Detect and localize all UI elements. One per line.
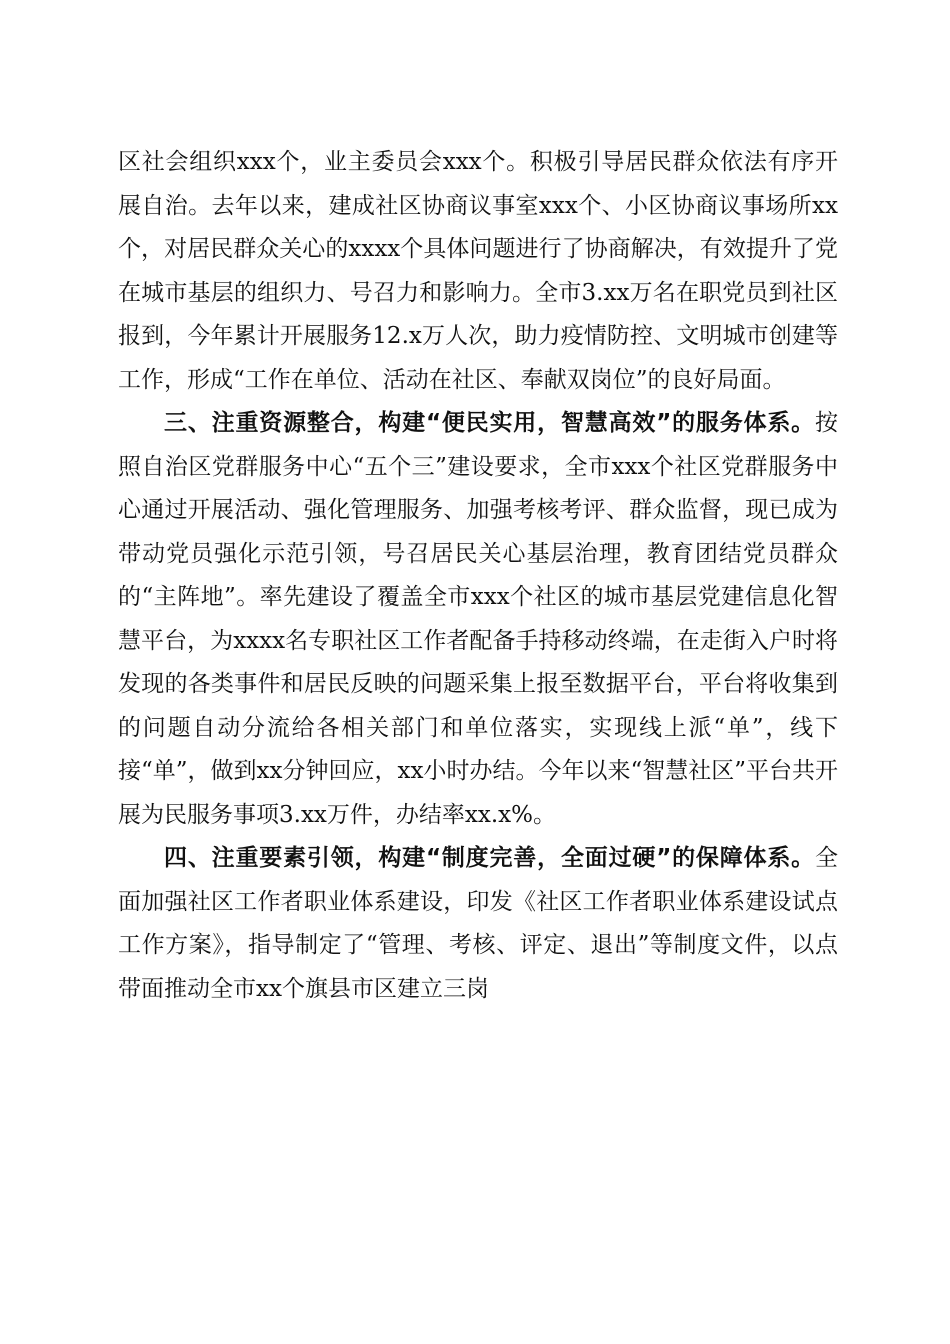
section-4-heading: 四、注重要素引领，构建“制度完善，全面过硬”的保障体系。 bbox=[164, 845, 815, 871]
paragraph-section-3 bbox=[118, 402, 838, 837]
section-4-text: 全面加强社区工作者职业体系建设，印发《社区工作者职业体系建设试点工作方案》，指导制定了“管理、考核、评定、退出”等制度文件，以点带面推动全市xx个旗县市区建立三岗 bbox=[118, 845, 838, 1002]
section-3-text: 按照自治区党群服务中心“五个三”建设要求，全市xxx个社区党群服务中心通过开展活动、强化管理服务、加强考核考评、群众监督，现已成为带动党员强化示范引领，号召居民关心基层治理，教育团结党员群众的“主阵地”。率先建设了覆盖全市xxx个社区的城市基层党建信息化智慧平台，为xxxx名专职社区工作者配备手持移动终端，在走街入户时将发现的各类事件和居民反映的问题采集上报至数据平台，平台将收集到的问题自动分流给各相关部门和单位落实，实现线上派“单”，线下接“单”，做到xx分钟回应，xx小时办结。今年以来“智慧社区”平台共开展为民服务事项3.xx万件，办结率xx.x%。 bbox=[118, 410, 838, 828]
paragraph-continued bbox=[118, 141, 838, 402]
document-body bbox=[118, 141, 838, 1011]
paragraph-section-4 bbox=[118, 837, 838, 1011]
paragraph-text: 区社会组织xxx个，业主委员会xxx个。积极引导居民群众依法有序开展自治。去年以来，建成社区协商议事室xxx个、小区协商议事场所xx个，对居民群众关心的xxxx个具体问题进行了协商解决，有效提升了党在城市基层的组织力、号召力和影响力。全市3.xx万名在职党员到社区报到，今年累计开展服务12.x万人次，助力疫情防控、文明城市创建等工作，形成“工作在单位、活动在社区、奉献双岗位”的良好局面。 bbox=[118, 149, 838, 393]
section-3-heading: 三、注重资源整合，构建“便民实用，智慧高效”的服务体系。 bbox=[164, 410, 815, 436]
